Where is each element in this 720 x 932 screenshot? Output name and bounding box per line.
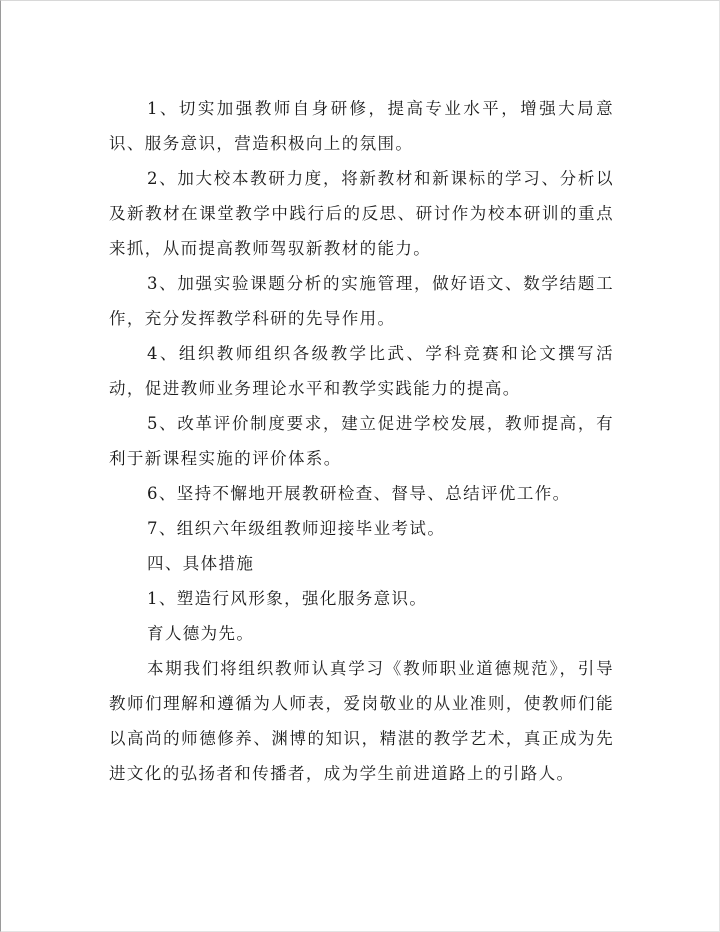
paragraph-subheading: 育人德为先。 <box>146 624 255 643</box>
paragraph-goal-5: 5、改革评价制度要求，建立促进学校发展，教师提高，有利于新课程实施的评价体系。 <box>109 414 614 468</box>
paragraph-goal-6: 6、坚持不懈地开展教研检查、督导、总结评优工作。 <box>146 484 571 503</box>
paragraph-measure-1: 1、塑造行风形象，强化服务意识。 <box>146 589 428 608</box>
paragraph-goal-3: 3、加强实验课题分析的实施管理，做好语文、数学结题工作，充分发挥教学科研的先导作用。 <box>109 274 614 328</box>
paragraph-goal-1: 1、切实加强教师自身研修，提高专业水平，增强大局意识、服务意识，营造积极向上的氛围。 <box>109 99 614 153</box>
paragraph-goal-4: 4、组织教师组织各级教学比武、学科竞赛和论文撰写活动，促进教师业务理论水平和教学实践能力的提高。 <box>109 344 614 398</box>
section-heading-measures: 四、具体措施 <box>146 554 255 573</box>
paragraph-goal-7: 7、组织六年级组教师迎接毕业考试。 <box>146 519 446 538</box>
document-body <box>109 91 614 791</box>
paragraph-goal-2: 2、加大校本教研力度，将新教材和新课标的学习、分析以及新教材在课堂教学中践行后的反思、研讨作为校本研训的重点来抓，从而提高教师驾驭新教材的能力。 <box>109 169 614 258</box>
paragraph-body: 本期我们将组织教师认真学习《教师职业道德规范》，引导教师们理解和遵循为人师表，爱岗敬业的从业准则，使教师们能以高尚的师德修养、渊博的知识，精湛的教学艺术，真正成为先进文化的弘扬者和传播者，成为学生前进道路上的引路人。 <box>109 659 614 783</box>
